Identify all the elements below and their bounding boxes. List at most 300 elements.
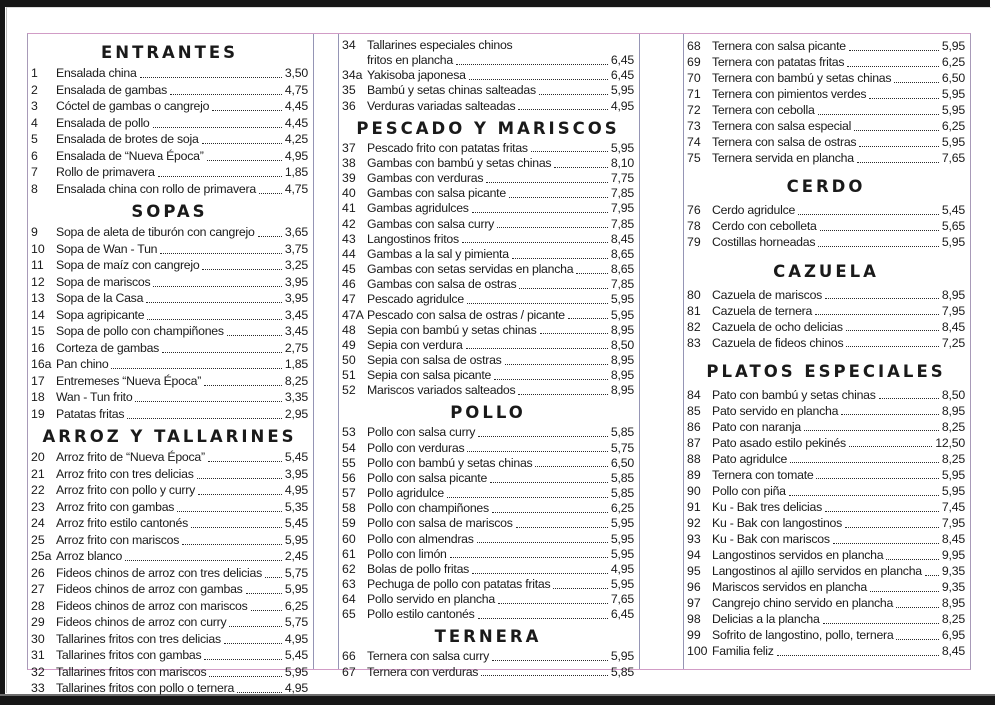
item-number: 13 <box>31 291 45 305</box>
menu-item <box>31 532 308 549</box>
item-price: 8,25 <box>941 451 965 466</box>
item-name: Sopa de Wan - Tun <box>56 241 158 256</box>
item-number: 84 <box>687 387 701 402</box>
item-price: 8,25 <box>941 419 965 434</box>
menu-item <box>31 664 308 681</box>
menu-item <box>342 156 634 171</box>
menu-item <box>687 102 965 118</box>
item-name: Tallarines fritos con gambas <box>56 648 202 662</box>
item-price: 8,95 <box>941 287 965 302</box>
item-number: 10 <box>31 241 45 256</box>
item-price: 6,45 <box>610 53 634 68</box>
section-heading: POLLO <box>450 403 526 423</box>
section-heading: SOPAS <box>131 202 208 221</box>
item-name: Pollo con limón <box>367 546 447 561</box>
item-price: 1,85 <box>284 165 308 179</box>
item-number: 23 <box>31 499 45 514</box>
menu-item <box>342 323 634 338</box>
dot-leader <box>531 151 608 152</box>
dot-leader <box>869 98 939 99</box>
item-number: 56 <box>342 470 356 485</box>
dot-leader <box>789 495 939 496</box>
dot-leader <box>818 246 939 247</box>
item-number: 29 <box>31 615 45 629</box>
menu-item <box>31 647 308 664</box>
menu-item <box>342 99 634 114</box>
item-price: 5,95 <box>610 531 634 546</box>
item-price: 5,95 <box>941 467 965 482</box>
item-name: Pollo con salsa de mariscos <box>367 516 513 531</box>
section-heading: CAZUELA <box>773 261 879 281</box>
menu-item <box>342 577 634 592</box>
dot-leader <box>857 162 939 163</box>
dot-leader <box>204 385 282 386</box>
menu-item <box>687 611 965 627</box>
menu-item <box>31 148 308 165</box>
item-price: 7,85 <box>610 216 634 231</box>
item-number: 12 <box>31 274 45 289</box>
item-price: 3,95 <box>284 274 308 289</box>
dot-leader <box>207 160 282 161</box>
item-name: Bolas de pollo fritas <box>367 561 470 576</box>
dot-leader <box>512 258 608 259</box>
item-price: 3,45 <box>284 324 308 338</box>
dot-leader <box>849 50 939 51</box>
menu-item <box>342 592 634 607</box>
dot-leader <box>135 401 281 402</box>
item-price: 4,25 <box>284 132 308 146</box>
item-number: 59 <box>342 516 356 531</box>
item-price: 7,85 <box>610 277 634 292</box>
item-price: 6,50 <box>610 455 634 470</box>
item-price: 8,45 <box>941 644 965 659</box>
item-number: 1 <box>31 66 38 80</box>
item-price: 5,95 <box>284 664 308 679</box>
item-price: 6,25 <box>284 598 308 613</box>
item-price: 4,95 <box>284 483 308 497</box>
item-price: 7,75 <box>610 171 634 186</box>
dot-leader <box>125 560 282 561</box>
item-price: 5,75 <box>610 440 634 455</box>
item-name: Pan chino <box>56 357 109 371</box>
dot-leader <box>246 593 282 594</box>
item-price: 4,75 <box>284 181 308 196</box>
item-price: 5,45 <box>284 648 308 662</box>
item-number: 78 <box>687 219 701 234</box>
item-name: Gambas con salsa curry <box>367 216 495 231</box>
dot-leader <box>478 618 608 619</box>
item-number: 14 <box>31 307 45 322</box>
menu-item <box>687 643 965 659</box>
dot-leader <box>568 318 608 319</box>
item-number: 33 <box>31 681 45 695</box>
item-name: Ensalada de “Nueva Época” <box>56 148 204 163</box>
dot-leader <box>212 110 282 111</box>
item-price: 5,95 <box>610 83 634 98</box>
item-name: Gambas con salsa de ostras <box>367 277 517 292</box>
column-divider <box>313 34 339 669</box>
item-name: Pollo servido en plancha <box>367 592 495 607</box>
item-number: 44 <box>342 246 356 261</box>
menu-item <box>687 150 965 166</box>
item-number: 61 <box>342 546 356 561</box>
item-name: Gambas con salsa picante <box>367 186 506 201</box>
dot-leader <box>886 559 938 560</box>
dot-leader <box>258 236 282 237</box>
item-name: Pollo con champiñones <box>367 501 489 516</box>
item-name: Ku - Bak tres delicias <box>712 500 822 515</box>
item-name: Gambas con bambú y setas chinas <box>367 155 552 170</box>
item-name: Pescado con salsa de ostras / picante <box>367 307 565 322</box>
item-number: 64 <box>342 592 356 607</box>
item-price: 5,75 <box>284 565 308 580</box>
dot-leader <box>849 446 932 447</box>
menu-item <box>342 277 634 292</box>
menu-item <box>687 387 965 403</box>
item-name: Sepia con salsa de ostras <box>367 352 502 367</box>
item-number: 34 <box>342 38 356 52</box>
item-price: 8,50 <box>610 337 634 352</box>
item-price: 5,95 <box>610 292 634 307</box>
item-name: Corteza de gambas <box>56 340 160 355</box>
item-name: Gambas con verduras <box>367 171 484 186</box>
dot-leader <box>490 482 608 483</box>
dot-leader <box>553 588 608 589</box>
dot-leader <box>198 494 282 495</box>
item-price: 5,95 <box>941 87 965 102</box>
dot-leader <box>804 430 939 431</box>
item-number: 96 <box>687 580 701 595</box>
dot-leader <box>846 346 938 347</box>
menu-item <box>31 323 308 340</box>
item-number: 100 <box>687 644 708 659</box>
item-number: 42 <box>342 216 356 231</box>
item-price: 5,45 <box>284 516 308 530</box>
item-name: Pato con bambú y setas chinas <box>712 387 876 402</box>
item-name: Ensalada china con rollo de primavera <box>56 181 256 196</box>
item-name: Ternera con tomate <box>712 467 814 482</box>
menu-item <box>342 425 634 440</box>
menu-item <box>687 499 965 515</box>
dot-leader <box>191 527 282 528</box>
item-name: Pollo con piña <box>712 483 786 498</box>
item-name: Entremeses “Nueva Época” <box>56 373 202 388</box>
menu-item <box>687 595 965 611</box>
dot-leader <box>472 212 608 213</box>
item-name: Sepia con verdura <box>367 337 463 352</box>
item-name: Pescado frito con patatas fritas <box>367 140 528 155</box>
item-name: Pato agridulce <box>712 451 788 466</box>
menu-item <box>31 98 308 115</box>
item-name: Verduras variadas salteadas <box>367 98 516 113</box>
dot-leader <box>870 591 939 592</box>
menu-item <box>31 565 308 582</box>
item-price: 5,85 <box>610 486 634 501</box>
item-name: Ternera con cebolla <box>712 103 815 118</box>
menu-item <box>342 441 634 456</box>
menu-item <box>687 403 965 419</box>
dot-leader <box>818 114 939 115</box>
item-number: 28 <box>31 598 45 613</box>
menu-item <box>687 234 965 250</box>
item-name: Ternera con salsa especial <box>712 119 852 134</box>
dot-leader <box>777 655 939 656</box>
item-price: 5,85 <box>610 425 634 440</box>
dot-leader <box>518 394 607 395</box>
item-number: 40 <box>342 186 356 201</box>
menu-item <box>31 406 308 423</box>
menu-item <box>687 515 965 531</box>
item-price: 8,25 <box>284 373 308 388</box>
item-number: 25 <box>31 532 45 547</box>
dot-leader <box>182 544 282 545</box>
dot-leader <box>896 639 938 640</box>
item-name: Mariscos servidos en plancha <box>712 580 867 595</box>
menu-item <box>31 449 308 466</box>
menu-item <box>31 181 308 198</box>
item-number: 62 <box>342 561 356 576</box>
item-price: 5,95 <box>610 546 634 561</box>
item-number: 82 <box>687 319 701 334</box>
item-name: Arroz frito con gambas <box>56 499 175 514</box>
item-price: 8,45 <box>610 231 634 246</box>
item-price: 7,95 <box>941 303 965 318</box>
menu-item <box>342 383 634 398</box>
menu-item <box>31 581 308 598</box>
item-name: Pescado agridulce <box>367 292 464 307</box>
item-name: Ternera con patatas fritas <box>712 55 845 70</box>
item-number: 87 <box>687 435 701 450</box>
menu-item <box>342 353 634 368</box>
dot-leader <box>833 543 939 544</box>
dot-leader <box>494 379 608 380</box>
item-name: Ternera con verduras <box>367 664 479 679</box>
menu-item <box>687 287 965 303</box>
menu-item <box>342 501 634 516</box>
dot-leader <box>486 182 608 183</box>
item-name: Cangrejo chino servido en plancha <box>712 596 894 611</box>
menu-item <box>342 665 634 680</box>
dot-leader <box>472 573 608 574</box>
item-name: Cerdo agridulce <box>712 203 796 218</box>
item-price: 5,45 <box>941 203 965 218</box>
item-number: 43 <box>342 231 356 246</box>
menu-item <box>31 515 308 532</box>
item-price: 7,25 <box>941 335 965 350</box>
item-price: 8,65 <box>610 246 634 261</box>
item-number: 39 <box>342 171 356 186</box>
item-name: Ensalada china <box>56 66 137 80</box>
dot-leader <box>140 77 282 78</box>
item-name: Sepia con bambú y setas chinas <box>367 322 537 337</box>
item-number: 95 <box>687 564 701 579</box>
menu-item <box>31 131 308 148</box>
item-number: 6 <box>31 148 38 163</box>
item-number: 45 <box>342 262 356 277</box>
item-price: 5,95 <box>941 135 965 150</box>
dot-leader <box>478 436 608 437</box>
menu-item <box>687 451 965 467</box>
item-number: 75 <box>687 151 701 166</box>
menu-item <box>342 38 634 53</box>
item-number: 68 <box>687 39 701 53</box>
item-price: 5,95 <box>941 235 965 250</box>
menu-item <box>342 338 634 353</box>
item-price: 4,45 <box>284 99 308 113</box>
item-price: 3,95 <box>284 291 308 305</box>
dot-leader <box>847 66 939 67</box>
menu-item <box>342 186 634 201</box>
dot-leader <box>456 64 608 65</box>
item-price: 8,95 <box>610 383 634 398</box>
item-name: Bambú y setas chinas salteadas <box>367 83 536 98</box>
dot-leader <box>197 478 282 479</box>
menu-item <box>687 38 965 54</box>
item-name: Rollo de primavera <box>56 165 155 179</box>
item-name: Ku - Bak con langostinos <box>712 516 843 531</box>
item-price: 4,95 <box>284 681 308 695</box>
menu-item <box>31 631 308 648</box>
dot-leader <box>209 676 281 677</box>
item-price: 3,45 <box>284 307 308 322</box>
item-number: 21 <box>31 466 45 481</box>
item-price: 3,35 <box>284 390 308 404</box>
menu-item <box>342 217 634 232</box>
item-number: 36 <box>342 98 356 113</box>
dot-leader <box>925 575 939 576</box>
item-price: 5,95 <box>610 307 634 322</box>
dot-leader <box>823 623 939 624</box>
menu-item <box>687 531 965 547</box>
item-price: 12,50 <box>935 435 965 450</box>
dot-leader <box>229 626 281 627</box>
item-price: 8,95 <box>941 596 965 611</box>
item-number: 94 <box>687 548 701 563</box>
menu-item <box>31 274 308 291</box>
item-name: Patatas fritas <box>56 406 125 421</box>
item-number: 4 <box>31 115 38 130</box>
menu-item <box>342 83 634 98</box>
item-number: 9 <box>31 225 38 239</box>
item-price: 3,95 <box>284 466 308 481</box>
menu-item <box>687 303 965 319</box>
item-number: 93 <box>687 532 701 547</box>
item-name: Pollo agridulce <box>367 486 444 501</box>
menu-item <box>342 171 634 186</box>
item-name: Sopa de la Casa <box>56 291 144 305</box>
item-number: 37 <box>342 140 356 155</box>
item-number: 35 <box>342 83 356 98</box>
item-number: 88 <box>687 451 701 466</box>
dot-leader <box>845 527 939 528</box>
item-price: 5,35 <box>284 499 308 514</box>
dot-leader <box>896 607 939 608</box>
item-number: 74 <box>687 135 701 150</box>
menu-item <box>687 54 965 70</box>
dot-leader <box>820 230 939 231</box>
item-price: 8,45 <box>941 319 965 334</box>
item-name: Tallarines especiales chinos <box>367 38 513 52</box>
item-name: Ternera con salsa picante <box>712 39 846 53</box>
dot-leader <box>841 414 939 415</box>
item-name: Ternera con salsa de ostras <box>712 135 857 150</box>
menu-item <box>687 435 965 451</box>
menu-item <box>31 340 308 357</box>
item-number: 70 <box>687 71 701 86</box>
item-name: Ensalada de pollo <box>56 115 150 130</box>
dot-leader <box>554 167 608 168</box>
item-name: Gambas a la sal y pimienta <box>367 246 509 261</box>
item-name: Delicias a la plancha <box>712 612 820 627</box>
item-price: 1,85 <box>284 357 308 371</box>
item-name: Cazuela de fideos chinos <box>712 335 844 350</box>
menu-item <box>342 308 634 323</box>
item-price: 3,50 <box>284 66 308 80</box>
dot-leader <box>816 478 938 479</box>
menu-item <box>31 115 308 132</box>
menu-item <box>31 307 308 324</box>
item-number: 8 <box>31 181 38 196</box>
dot-leader <box>147 319 282 320</box>
item-name: Fideos chinos de arroz con curry <box>56 615 227 629</box>
item-number: 67 <box>342 664 356 679</box>
menu-item <box>342 141 634 156</box>
item-name: Tallarines fritos con tres delicias <box>56 631 221 646</box>
dot-leader <box>462 242 608 243</box>
item-name: Langostinos fritos <box>367 231 459 246</box>
dot-leader <box>265 577 282 578</box>
item-number: 46 <box>342 277 356 292</box>
menu-item <box>342 471 634 486</box>
item-name: Pollo estilo cantonés <box>367 607 475 622</box>
menu-column-2 <box>339 34 639 679</box>
item-price: 5,95 <box>284 582 308 596</box>
item-price: 2,95 <box>284 406 308 421</box>
item-number: 7 <box>31 165 38 179</box>
item-price: 7,45 <box>941 500 965 515</box>
item-number: 51 <box>342 368 356 383</box>
item-number: 49 <box>342 337 356 352</box>
dot-leader <box>208 461 282 462</box>
item-name: Gambas agridulces <box>367 201 469 216</box>
item-name: Arroz frito con tres delicias <box>56 466 194 481</box>
item-number: 31 <box>31 648 45 662</box>
menu-item <box>31 482 308 499</box>
menu-item <box>342 607 634 622</box>
item-number: 90 <box>687 483 701 498</box>
item-price: 7,65 <box>610 592 634 607</box>
item-number: 2 <box>31 82 38 97</box>
menu-item <box>342 532 634 547</box>
item-number: 65 <box>342 607 356 622</box>
item-price: 5,95 <box>941 103 965 118</box>
dot-leader <box>519 288 608 289</box>
item-price: 9,95 <box>941 548 965 563</box>
menu-item <box>687 547 965 563</box>
item-number: 50 <box>342 352 356 367</box>
item-price: 5,95 <box>610 577 634 591</box>
dot-leader <box>859 146 939 147</box>
item-number: 63 <box>342 577 356 591</box>
dot-leader <box>467 451 608 452</box>
menu-item-line2 <box>342 53 634 68</box>
item-price: 6,25 <box>610 501 634 516</box>
item-name-continued: fritos en plancha <box>367 53 453 68</box>
dot-leader <box>202 269 281 270</box>
item-price: 7,95 <box>610 201 634 216</box>
menu-column-1 <box>28 34 313 695</box>
item-name: Gambas con setas servidas en plancha <box>367 262 574 277</box>
